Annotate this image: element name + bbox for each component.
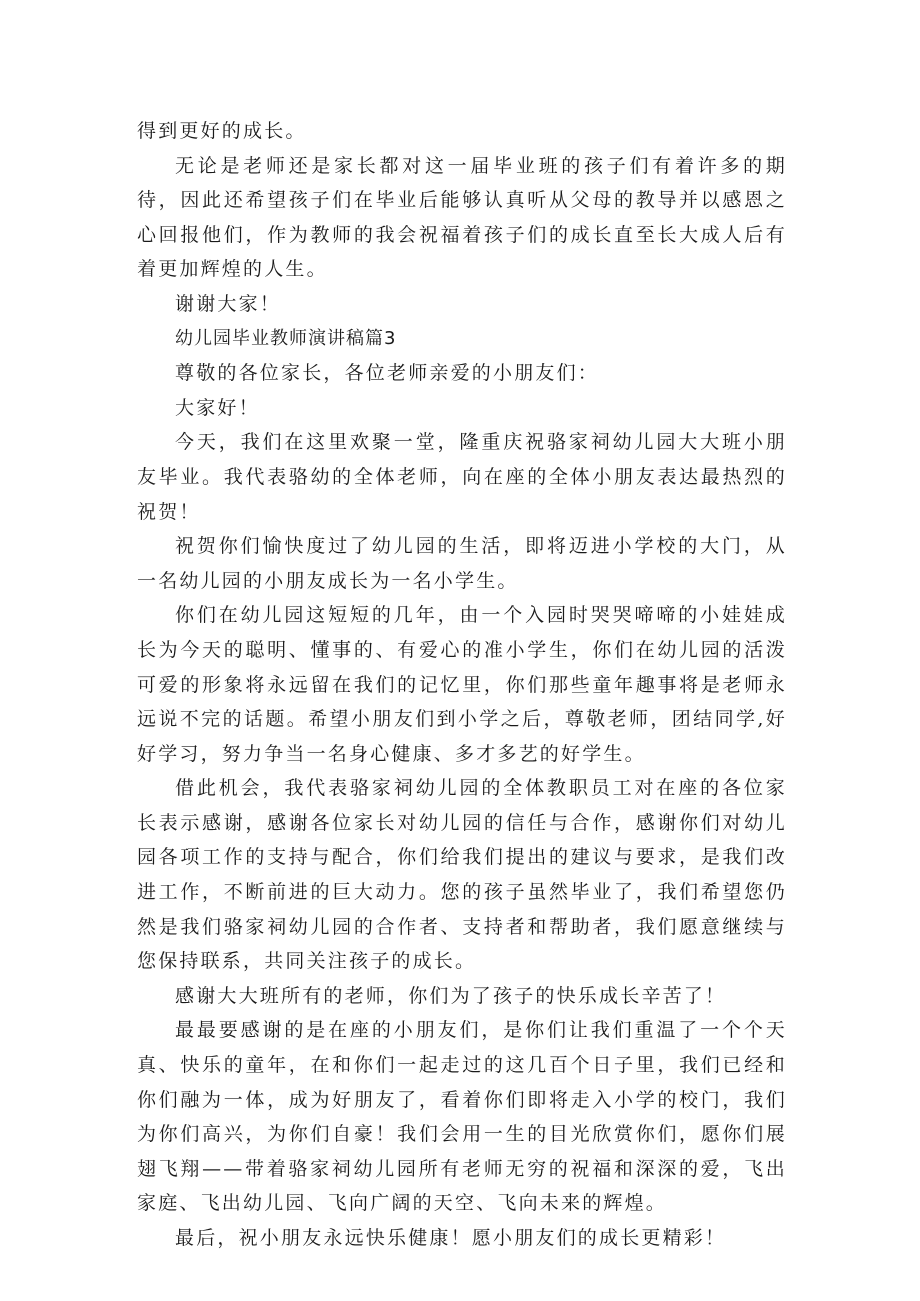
paragraph-parents: 借此机会，我代表骆家祠幼儿园的全体教职员工对在座的各位家长表示感谢，感谢各位家长对幼儿园的信任与合作，感谢你们对幼儿园各项工作的支持与配合，你们给我们提出的建议与要求，是我们改进工作，不断前进的巨大动力。您的孩子虽然毕业了，我们希望您仍然是我们骆家祠幼儿园的合作者、支持者和帮助者，我们愿意继续与您保持联系，共同关注孩子的成长。 [137, 777, 787, 973]
paragraph-closing: 最后，祝小朋友永远快乐健康！愿小朋友们的成长更精彩！ [175, 1227, 727, 1249]
paragraph-congratulations: 祝贺你们愉快度过了幼儿园的生活，即将迈进小学校的大门，从一名幼儿园的小朋友成长为一名小学生。 [137, 535, 787, 592]
greeting: 大家好！ [175, 396, 260, 419]
paragraph-thanks: 谢谢大家！ [175, 292, 282, 315]
paragraph-continuation: 得到更好的成长。 [137, 120, 307, 142]
paragraph-growth: 你们在幼儿园这短短的几年，由一个入园时哭哭啼啼的小娃娃成长为今天的聪明、懂事的、有爱心的准小学生，你们在幼儿园的活泼可爱的形象将永远留在我们的记忆里，你们那些童年趣事将是老师永远说不完的话题。希望小朋友们到小学之后，尊敬老师，团结同学,好好学习，努力争当一名身心健康、多才多艺的好学生。 [137, 604, 787, 765]
paragraph-teachers: 感谢大大班所有的老师，你们为了孩子的快乐成长辛苦了！ [175, 984, 727, 1007]
paragraph-expectations: 无论是老师还是家长都对这一届毕业班的孩子们有着许多的期待，因此还希望孩子们在毕业后能够认真听从父母的教导并以感恩之心回报他们，作为教师的我会祝福着孩子们的成长直至长大成人后有着更加辉煌的人生。 [137, 154, 787, 281]
paragraph-children: 最最要感谢的是在座的小朋友们，是你们让我们重温了一个个天真、快乐的童年，在和你们一起走过的这几百个日子里，我们已经和你们融为一体，成为好朋友了，看着你们即将走入小学的校门，我们为你们高兴，为你们自豪！我们会用一生的目光欣赏你们，愿你们展翅飞翔——带着骆家祠幼儿园所有老师无穷的祝福和深深的爱，飞出家庭、飞出幼儿园、飞向广阔的天空、飞向未来的辉煌。 [137, 1019, 787, 1215]
salutation: 尊敬的各位家长，各位老师亲爱的小朋友们： [175, 362, 600, 385]
paragraph-celebration: 今天，我们在这里欢聚一堂，隆重庆祝骆家祠幼儿园大大班小朋友毕业。我代表骆幼的全体老师，向在座的全体小朋友表达最热烈的祝贺！ [137, 431, 787, 523]
section-heading: 幼儿园毕业教师演讲稿篇3 [175, 327, 397, 349]
document-body [137, 114, 787, 1256]
